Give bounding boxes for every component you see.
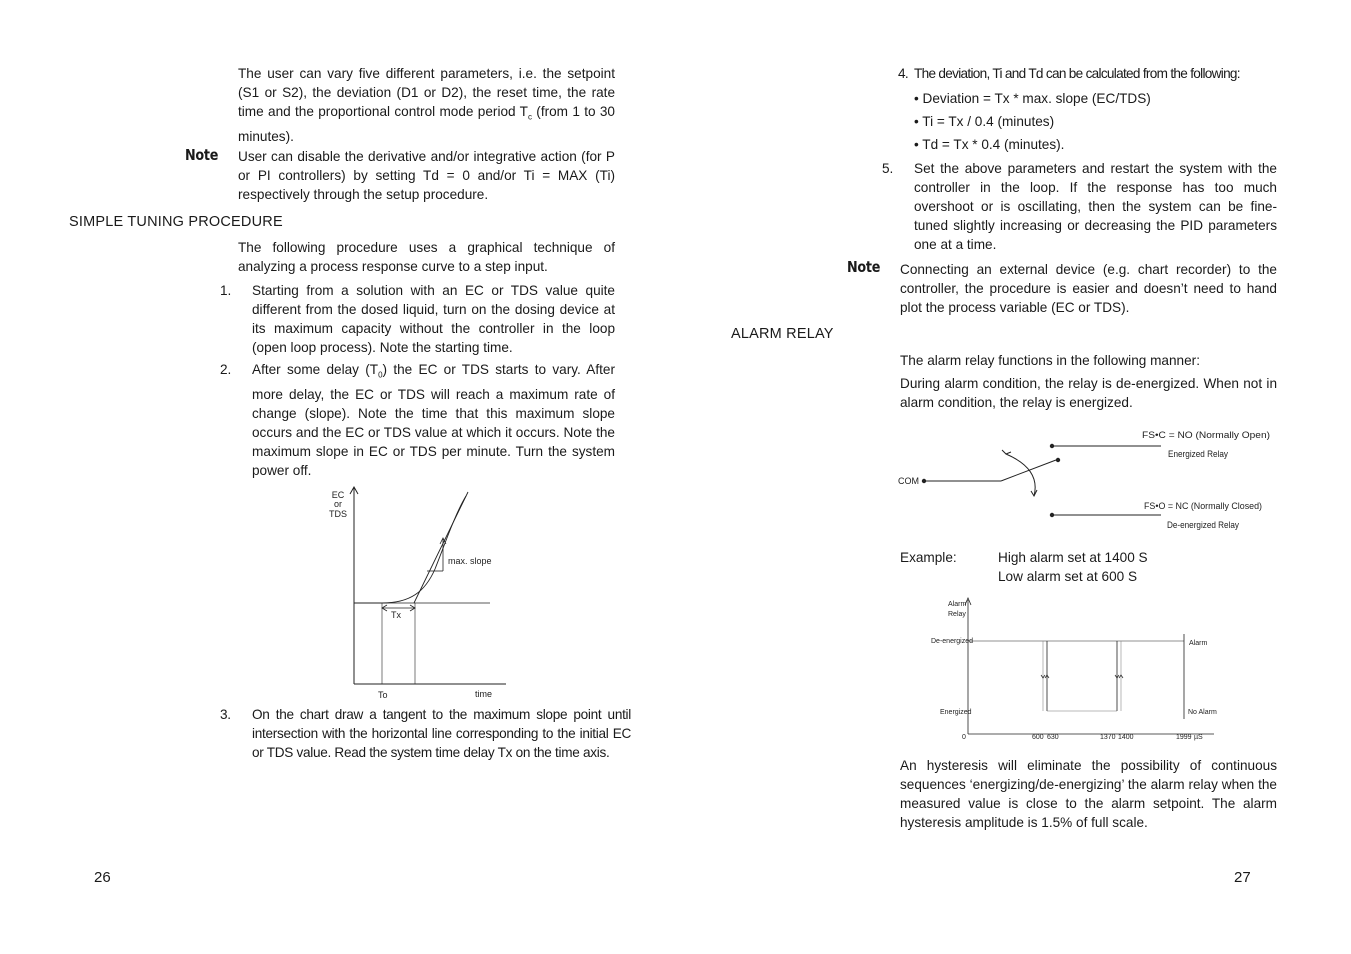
com-terminal: [922, 479, 926, 483]
step-5-text: Set the above parameters and restart the system with the controller in the loop. If the response has too much overshoot or is oscillating, then the system can be fine-tuned slightly increasing or decreasing the PID parameters one at a time.: [914, 161, 1277, 252]
energized-relay-label: Energized Relay: [1168, 449, 1229, 459]
no-terminal: [1050, 444, 1054, 448]
ylabel-tds: TDS: [329, 509, 347, 519]
no-alarm-state-label: No Alarm: [1188, 709, 1217, 716]
arm-terminal: [1056, 458, 1060, 462]
step-1-number: 1.: [220, 283, 232, 298]
step-4-number: 4.: [898, 66, 908, 81]
bullet-deviation: • Deviation = Tx * max. slope (EC/TDS): [914, 91, 1151, 106]
step-2-subscript: 0: [378, 370, 383, 380]
tick-1400: 1400: [1118, 734, 1134, 741]
de-energized-label: De-energized: [931, 638, 974, 645]
step-5-number: 5.: [882, 161, 894, 176]
step-2: [220, 360, 616, 480]
tick-1999: 1999: [1176, 734, 1192, 741]
note-text-right: Connecting an external device (e.g. chart recorder) to the controller, the procedure is easier and doesn’t need to hand plot the process variable (EC or TDS).: [900, 262, 1277, 315]
bullet-td: • Td = Tx * 0.4 (minutes).: [914, 137, 1065, 152]
step-4-text: The deviation, Ti and Td can be calculated from the following:: [914, 66, 1240, 81]
page-number-left: 26: [94, 869, 111, 886]
step-2-number: 2.: [220, 362, 232, 377]
step-3-number: 3.: [220, 707, 231, 722]
tick-1370: 1370: [1100, 734, 1116, 741]
response-curve: [354, 496, 466, 603]
section-title-tuning: SIMPLE TUNING PROCEDURE: [69, 214, 283, 230]
section-title-alarm: ALARM RELAY: [731, 326, 834, 342]
intro-subscript: c: [527, 112, 532, 122]
intro-paragraph: [238, 64, 615, 146]
deenergized-relay-label: De-energized Relay: [1167, 520, 1240, 530]
step-5: [882, 159, 1277, 254]
step-1: [220, 281, 615, 357]
alarm-intro: The alarm relay functions in the following manner:: [900, 353, 1200, 368]
procedure-intro: The following procedure uses a graphical technique of analyzing a process response curve to a step input.: [238, 240, 615, 274]
fs-o-label: FS•O = NC (Normally Closed): [1144, 501, 1263, 511]
step-3: [220, 705, 631, 762]
tangent-line: [414, 492, 468, 603]
switch-arc: [1006, 454, 1035, 496]
com-label: COM: [898, 476, 919, 486]
alarm-hysteresis-chart: [926, 594, 1226, 744]
intro-text: The user can vary five different parameters, i.e. the setpoint (S1 or S2), the deviation (D1 or D2), the reset time, the rate time and the proportional control mode period T: [238, 66, 615, 119]
tick-630: 630: [1047, 734, 1059, 741]
hysteresis-paragraph: An hysteresis will eliminate the possibility of continuous sequences ‘energizing/de-energizing’ the alarm relay when the measured value is close to the alarm setpoint. The alarm hysteresis amplitude is 1.5% of full scale.: [900, 758, 1277, 830]
process-response-figure: [320, 484, 510, 702]
unit-label: µS: [1194, 734, 1203, 741]
tick-0: 0: [962, 734, 966, 741]
to-label: To: [378, 690, 388, 700]
nc-terminal: [1050, 513, 1054, 517]
note-label: Note: [185, 146, 219, 164]
tx-label: Tx: [391, 610, 401, 620]
page-number-right: 27: [1234, 869, 1251, 886]
step-2-text-b: ) the EC or TDS starts to vary. After more delay, the EC or TDS will reach a maximum rate of change (slope). Note the time that this maximum slope occurs and the EC or TDS value at which it occurs. Note the maximum slope in EC or TDS per minute. Turn the system power off.: [252, 362, 616, 478]
step-3-text: On the chart draw a tangent to the maximum slope point until intersection with the horizontal line corresponding to the initial EC or TDS value. Read the system time delay Tx on the time axis.: [252, 707, 631, 760]
example-low: Low alarm set at 600 S: [998, 569, 1138, 584]
alarm-description: During alarm condition, the relay is de-energized. When not in alarm condition, the relay is energized.: [900, 376, 1277, 410]
arc-arrow-bottom: [1031, 490, 1037, 496]
intro-text-end: (from 1 to 30 minutes).: [238, 104, 615, 144]
fs-c-label: FS•C = NO (Normally Open): [1142, 430, 1270, 440]
step-4: [898, 64, 1278, 83]
bullet-ti: • Ti = Tx / 0.4 (minutes): [914, 114, 1055, 129]
example-label: Example:: [900, 550, 957, 565]
example-high: High alarm set at 1400 S: [998, 550, 1148, 565]
ylabel-or: or: [333, 499, 343, 509]
relay-contact-diagram: [896, 424, 1276, 536]
arc-arrow-top: [1002, 450, 1011, 454]
max-slope-label: max. slope: [448, 556, 492, 566]
note-text: User can disable the derivative and/or integrative action (for P or PI controllers) by setting Td = 0 and/or Ti = MAX (Ti) respectively through the setup procedure.: [238, 149, 615, 202]
alarm-state-label: Alarm: [1189, 640, 1208, 647]
tick-600: 600: [1032, 734, 1044, 741]
energized-label: Energized: [940, 709, 972, 716]
step-2-text-a: After some delay (T: [252, 362, 379, 377]
note-label-right: Note: [847, 258, 881, 276]
chart-ylabel-alarm: Alarm: [948, 601, 967, 608]
ylabel-ec: EC: [331, 490, 345, 500]
relay-arm: [1001, 460, 1056, 481]
chart-ylabel-relay: Relay: [948, 611, 966, 618]
time-label: time: [475, 689, 493, 699]
step-1-text: Starting from a solution with an EC or TDS value quite different from the dosed liquid, turn on the dosing device at its maximum capacity without the controller in the loop (open loop process). Note the starting time.: [252, 283, 615, 355]
